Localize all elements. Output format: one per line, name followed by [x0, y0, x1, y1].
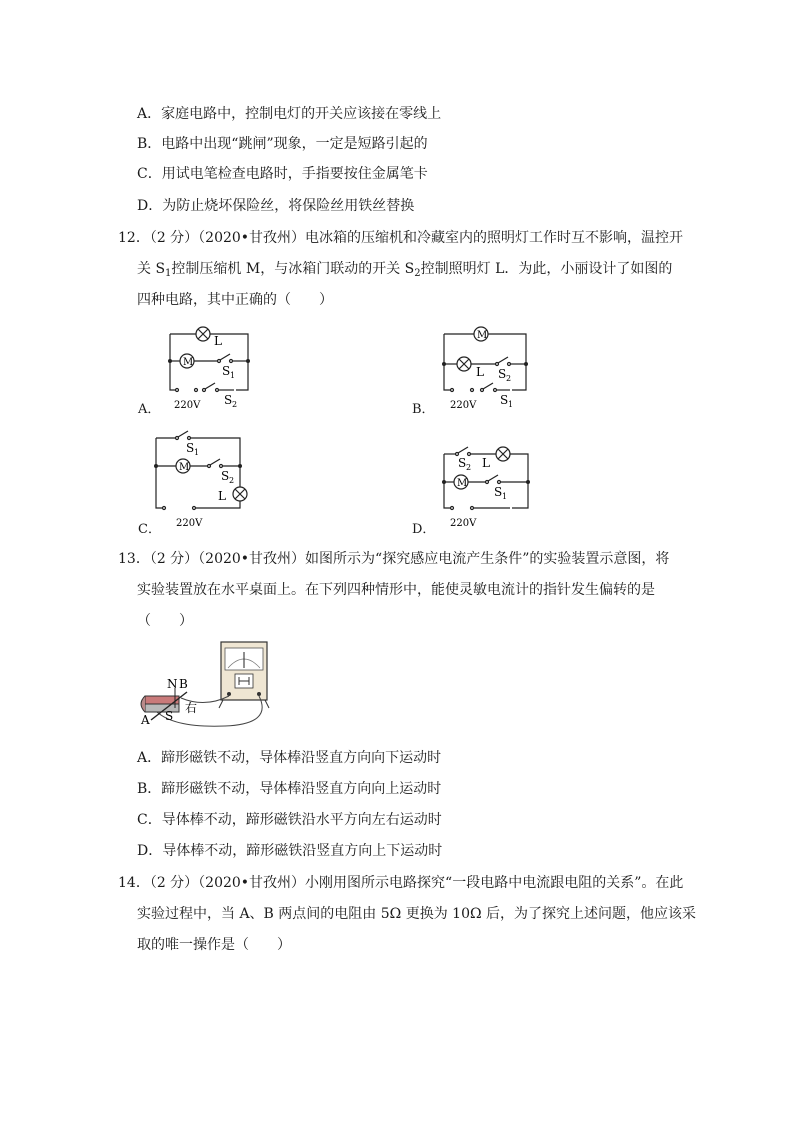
q11-option-b: B．电路中出现“跳闸”现象，一定是短路引起的: [137, 136, 428, 152]
circuit-c-svg: [138, 428, 268, 528]
q13-option-a: A．蹄形磁铁不动，导体棒沿竖直方向向下运动时: [137, 750, 442, 766]
svg-text:M: M: [183, 357, 194, 368]
q14-stem-line2: 实验过程中，当 A、B 两点间的电阻由 5Ω 更换为 10Ω 后，为了探究上述问题，他应该采: [137, 906, 697, 922]
circuit-b-label: B．: [412, 402, 435, 417]
circuit-d-svg: [412, 434, 542, 529]
svg-text:220V: 220V: [174, 400, 201, 411]
q13-stem-line2: 实验装置放在水平桌面上。在下列四种情形中，能使灵敏电流计的指针发生偏转的是: [137, 582, 655, 598]
q13-stem-line1: 13．（2 分）（2020•甘孜州）如图所示为“探究感应电流产生条件”的实验装置示意图，将: [118, 551, 670, 567]
galvanometer: [219, 642, 269, 708]
svg-text:N: N: [167, 677, 178, 691]
svg-text:1: 1: [502, 492, 508, 501]
q11-option-d: D．为防止烧坏保险丝，将保险丝用铁丝替换: [137, 198, 415, 214]
svg-text:1: 1: [194, 448, 200, 457]
q13-option-b: B．蹄形磁铁不动，导体棒沿竖直方向向上运动时: [137, 781, 442, 797]
induction-apparatus-figure: [135, 638, 285, 730]
svg-text:B: B: [179, 677, 188, 691]
svg-text:M: M: [477, 330, 488, 341]
q12-stem-line2: 关 $S_1$控制压缩机 M，与冰箱门联动的开关 $S_2$控制照明灯 L．为此，小丽设计了如图的: [137, 261, 673, 279]
svg-text:L: L: [482, 456, 490, 470]
svg-text:220V: 220V: [450, 400, 477, 411]
circuit-a-label: A．: [138, 402, 161, 417]
svg-text:1: 1: [508, 400, 514, 409]
svg-text:S: S: [494, 485, 503, 499]
svg-text:A: A: [141, 713, 150, 727]
svg-text:S: S: [186, 441, 195, 455]
svg-text:220V: 220V: [176, 518, 203, 528]
svg-text:M: M: [457, 478, 468, 489]
q12-stem-line3: 四种电路，其中正确的（ ）: [137, 292, 333, 308]
svg-text:2: 2: [466, 463, 472, 472]
circuit-d-label: D．: [412, 522, 436, 537]
svg-text:S: S: [498, 367, 507, 381]
svg-text:L: L: [218, 489, 226, 503]
q11-option-a: A．家庭电路中，控制电灯的开关应该接在零线上: [137, 106, 442, 122]
svg-text:S: S: [222, 364, 231, 378]
circuit-c-label: C．: [138, 522, 161, 537]
q12-stem-line1: 12．（2 分）（2020•甘孜州）电冰箱的压缩机和冷藏室内的照明灯工作时互不影响，温控开: [118, 230, 684, 246]
svg-text:2: 2: [232, 400, 238, 409]
circuit-diagram-d: [412, 434, 542, 529]
svg-text:L: L: [214, 334, 222, 348]
q13-option-c: C．导体棒不动，蹄形磁铁沿水平方向左右运动时: [137, 812, 442, 828]
q14-stem-line3: 取的唯一操作是（ ）: [137, 937, 291, 953]
circuit-diagram-c: [138, 428, 268, 528]
svg-text:S: S: [165, 709, 174, 723]
q11-option-c: C．用试电笔检查电路时，手指要按住金属笔卡: [137, 166, 428, 182]
svg-text:S: S: [500, 393, 509, 407]
q14-stem-line1: 14．（2 分）（2020•甘孜州）小刚用图所示电路探究“一段电路中电流跟电阻的关系”。在此: [118, 875, 684, 891]
svg-text:S: S: [458, 456, 467, 470]
horseshoe-magnet: [141, 696, 179, 712]
svg-text:2: 2: [506, 374, 512, 383]
svg-text:2: 2: [229, 476, 235, 485]
q13-stem-line3: （ ）: [137, 613, 193, 629]
svg-text:L: L: [476, 365, 484, 379]
svg-text:S: S: [221, 469, 230, 483]
svg-text:220V: 220V: [450, 518, 477, 529]
svg-text:右: 右: [185, 701, 198, 715]
svg-text:1: 1: [230, 371, 236, 380]
svg-text:M: M: [179, 462, 190, 473]
svg-text:S: S: [224, 393, 233, 407]
q13-option-d: D．导体棒不动，蹄形磁铁沿竖直方向上下运动时: [137, 843, 443, 859]
